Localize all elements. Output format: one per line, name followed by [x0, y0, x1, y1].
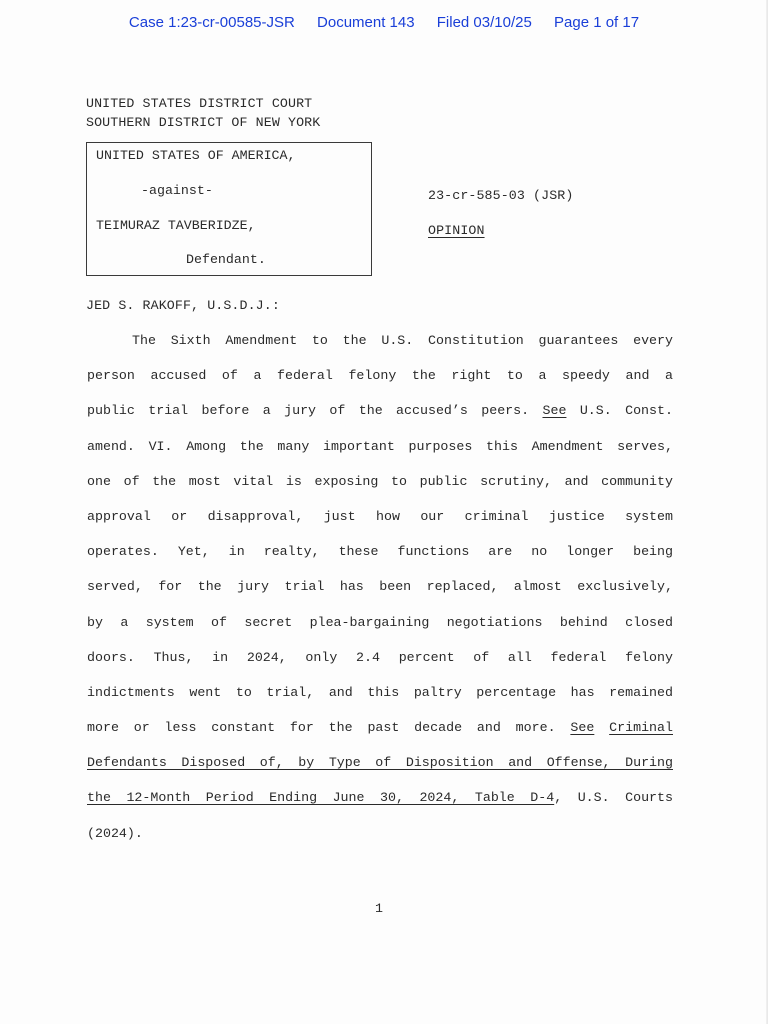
court-name: UNITED STATES DISTRICT COURT [86, 96, 313, 111]
caption-defendant: TEIMURAZ TAVBERIDZE, [96, 218, 256, 233]
body-line: indictments went to trial, and this paltry percentage has remained [87, 684, 673, 700]
body-line [87, 785, 673, 820]
body-line: one of the most vital is exposing to public scrutiny, and community [87, 473, 673, 489]
caption-defendant-role: Defendant. [186, 252, 266, 267]
citation-signal-see: See [570, 720, 595, 736]
body-text-segment: public trial before a jury of the accused’s peers. [87, 403, 530, 419]
header-filed-date: Filed 03/10/25 [436, 14, 532, 31]
body-line: (2024). [87, 825, 143, 841]
citation-title: Defendants Disposed of, by Type of Disposition and Offense, During [87, 755, 673, 771]
body-line [87, 750, 673, 785]
body-line [87, 398, 673, 433]
citation-title: Criminal [609, 720, 673, 736]
body-text-segment: more or less constant for the past decade and more. [87, 720, 556, 736]
body-line: by a system of secret plea-bargaining negotiations behind closed [87, 614, 673, 630]
body-text-segment: U.S. Const. [579, 403, 673, 419]
body-line: person accused of a federal felony the right to a speedy and a [87, 368, 673, 384]
header-document-number: Document 143 [317, 14, 415, 31]
page-number: 1 [375, 901, 383, 916]
citation-title: the 12-Month Period Ending June 30, 2024, Table D-4 [87, 790, 555, 806]
body-line [87, 715, 673, 750]
header-page-count: Page 1 of 17 [554, 14, 640, 31]
citation-signal-see: See [542, 403, 567, 419]
judge-signature-line: JED S. RAKOFF, U.S.D.J.: [86, 298, 280, 313]
ecf-header [0, 14, 768, 31]
body-text-segment: , U.S. Courts [554, 790, 673, 806]
body-line: approval or disapproval, just how our criminal justice system [87, 508, 673, 524]
body-line: doors. Thus, in 2024, only 2.4 percent of all federal felony [87, 649, 673, 665]
body-line: operates. Yet, in realty, these functions are no longer being [87, 544, 673, 560]
body-line: amend. VI. Among the many important purposes this Amendment serves, [87, 438, 673, 454]
case-caption-box [86, 142, 372, 276]
body-line: served, for the jury trial has been replaced, almost exclusively, [87, 579, 673, 595]
caption-plaintiff: UNITED STATES OF AMERICA, [96, 148, 296, 163]
court-district: SOUTHERN DISTRICT OF NEW YORK [86, 115, 321, 130]
document-type-label: OPINION [428, 223, 485, 238]
opinion-body [87, 328, 673, 856]
body-line: The Sixth Amendment to the U.S. Constitution guarantees every [132, 333, 673, 348]
docket-number: 23-cr-585-03 (JSR) [428, 188, 574, 203]
header-case-number: Case 1:23-cr-00585-JSR [128, 14, 295, 31]
caption-against: -against- [141, 183, 213, 198]
